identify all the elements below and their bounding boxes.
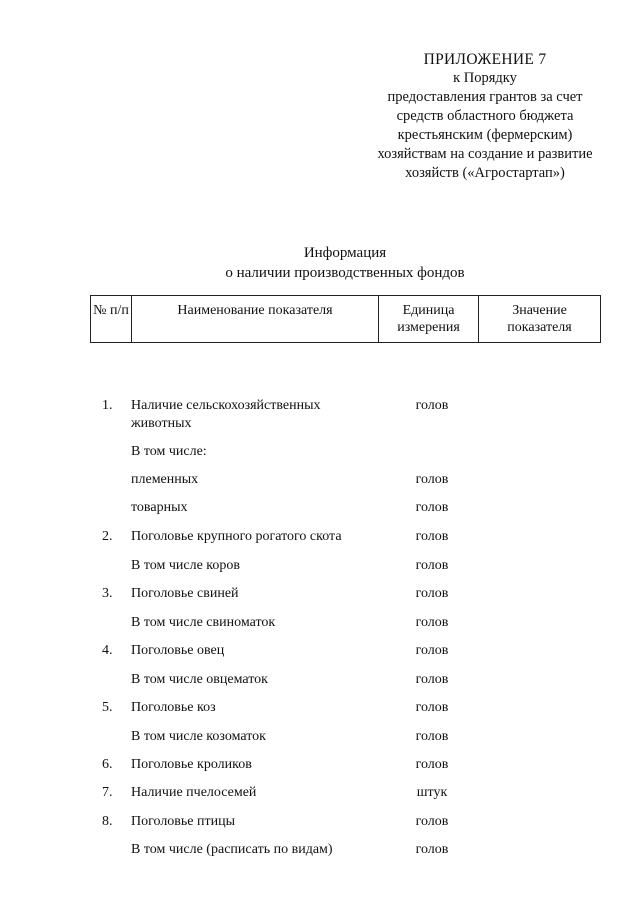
row-name: В том числе овцематок — [131, 672, 268, 687]
table-row — [90, 699, 601, 729]
row-unit: голов — [415, 757, 449, 772]
table-row — [90, 642, 601, 672]
appendix-line: крестьянским (фермерским) — [397, 127, 573, 143]
table-row — [90, 557, 601, 587]
row-unit: голов — [415, 700, 449, 715]
appendix-line: средств областного бюджета — [396, 108, 574, 124]
row-name: В том числе: — [131, 444, 207, 459]
appendix-title: ПРИЛОЖЕНИЕ 7 — [423, 51, 547, 68]
row-number: 8. — [102, 814, 113, 829]
row-number: 7. — [102, 785, 113, 800]
appendix-line: предоставления грантов за счет — [387, 89, 583, 105]
row-name: товарных — [131, 500, 188, 515]
row-unit: голов — [415, 398, 449, 413]
table-row — [90, 784, 601, 814]
table-row — [90, 671, 601, 701]
heading-title: Информация — [303, 245, 387, 261]
row-name: Поголовье овец — [131, 643, 225, 658]
row-number: 1. — [102, 398, 113, 413]
header-unit: Единица измерения — [378, 296, 478, 342]
heading-subtitle: о наличии производственных фондов — [225, 265, 465, 281]
table-row — [90, 499, 601, 529]
row-name: В том числе коров — [131, 558, 241, 573]
row-number: 4. — [102, 643, 113, 658]
table-row — [90, 614, 601, 644]
row-unit: голов — [415, 729, 449, 744]
table-row — [90, 528, 601, 558]
row-name: Наличие пчелосемей — [131, 785, 257, 800]
table-row — [90, 756, 601, 786]
row-name: племенных — [131, 472, 199, 487]
row-unit: штук — [416, 785, 448, 800]
row-number: 3. — [102, 586, 113, 601]
row-name: Поголовье свиней — [131, 586, 239, 601]
appendix-header — [355, 50, 615, 183]
table-row — [90, 841, 601, 871]
row-unit: голов — [415, 842, 449, 857]
appendix-line: хозяйствам на создание и развитие — [377, 146, 593, 162]
row-name: Поголовье кроликов — [131, 757, 252, 772]
document-heading — [130, 243, 560, 283]
appendix-line: хозяйств («Агростартап») — [405, 165, 565, 181]
row-unit: голов — [415, 558, 449, 573]
row-unit: голов — [415, 586, 449, 601]
row-number: 2. — [102, 529, 113, 544]
header-name: Наименование показателя — [131, 296, 378, 342]
row-name: Поголовье птицы — [131, 814, 236, 829]
table-row — [90, 397, 601, 431]
row-name: Наличие сельскохозяйственных животных — [131, 398, 321, 431]
row-number: 6. — [102, 757, 113, 772]
header-value: Значение показателя — [478, 296, 600, 342]
row-unit: голов — [415, 529, 449, 544]
table-row — [90, 471, 601, 501]
row-unit: голов — [415, 643, 449, 658]
row-name: В том числе козоматок — [131, 729, 266, 744]
row-unit: голов — [415, 500, 449, 515]
table-row — [90, 443, 601, 473]
row-name: Поголовье коз — [131, 700, 216, 715]
row-unit: голов — [415, 814, 449, 829]
row-number: 5. — [102, 700, 113, 715]
row-name: В том числе свиноматок — [131, 615, 276, 630]
table-row — [90, 728, 601, 758]
appendix-line: к Порядку — [453, 70, 517, 86]
row-unit: голов — [415, 472, 449, 487]
table-row — [90, 585, 601, 615]
row-name: В том числе (расписать по видам) — [131, 842, 333, 857]
assets-table — [90, 295, 601, 857]
table-header-row — [90, 295, 601, 343]
row-unit: голов — [415, 672, 449, 687]
table-row — [90, 813, 601, 843]
header-number: № п/п — [93, 303, 129, 318]
row-name: Поголовье крупного рогатого скота — [131, 529, 342, 544]
row-unit: голов — [415, 615, 449, 630]
